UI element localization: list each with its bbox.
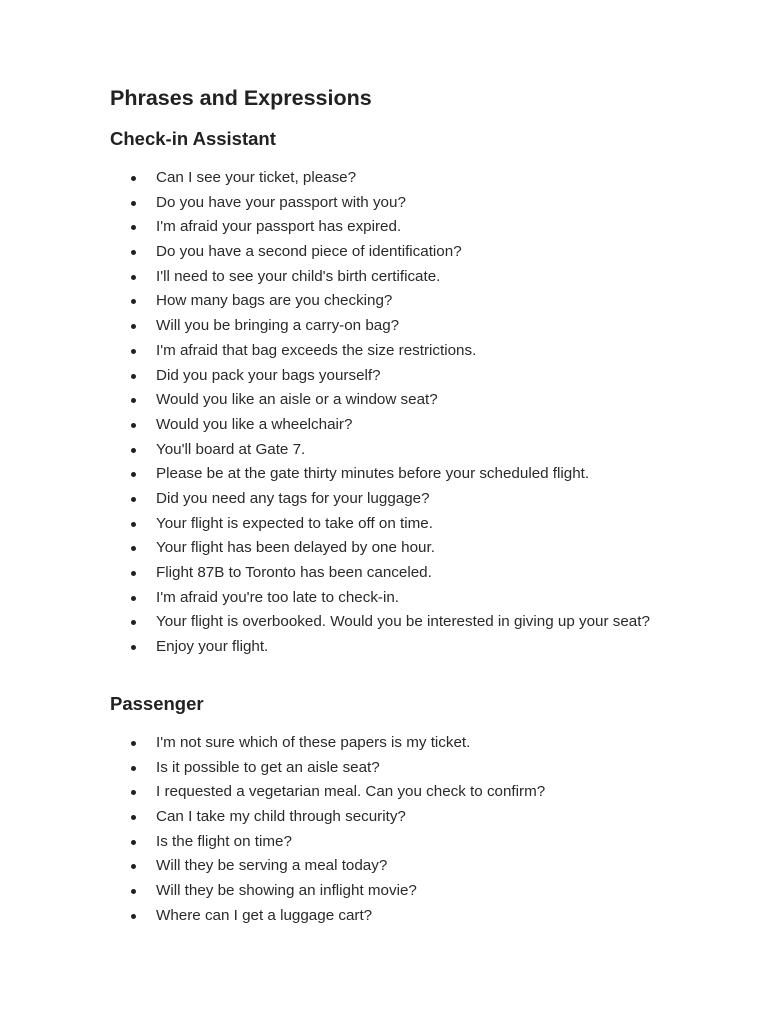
bullet-icon bbox=[131, 645, 136, 650]
list-item: Will they be showing an inflight movie? bbox=[0, 881, 768, 901]
list-item: Flight 87B to Toronto has been canceled. bbox=[0, 563, 768, 583]
bullet-icon bbox=[131, 864, 136, 869]
bullet-icon bbox=[131, 766, 136, 771]
list-item: Please be at the gate thirty minutes before your scheduled flight. bbox=[0, 464, 768, 484]
list-item: Would you like a wheelchair? bbox=[0, 415, 768, 435]
bullet-icon bbox=[131, 349, 136, 354]
list-item: Did you need any tags for your luggage? bbox=[0, 489, 768, 509]
list-item: I'm afraid that bag exceeds the size restrictions. bbox=[0, 341, 768, 361]
list-item: Where can I get a luggage cart? bbox=[0, 906, 768, 926]
list-item: Is it possible to get an aisle seat? bbox=[0, 758, 768, 778]
bullet-icon bbox=[131, 299, 136, 304]
bullet-icon bbox=[131, 250, 136, 255]
list-item: I'm not sure which of these papers is my ticket. bbox=[0, 733, 768, 753]
bullet-icon bbox=[131, 889, 136, 894]
check-in-assistant-list bbox=[0, 168, 768, 662]
bullet-icon bbox=[131, 201, 136, 206]
list-item: Your flight is overbooked. Would you be interested in giving up your seat? bbox=[0, 612, 768, 632]
list-item: Do you have a second piece of identification? bbox=[0, 242, 768, 262]
page-title: Phrases and Expressions bbox=[110, 86, 372, 110]
bullet-icon bbox=[131, 790, 136, 795]
list-item: You'll board at Gate 7. bbox=[0, 440, 768, 460]
bullet-icon bbox=[131, 815, 136, 820]
bullet-icon bbox=[131, 398, 136, 403]
bullet-icon bbox=[131, 448, 136, 453]
list-item: I requested a vegetarian meal. Can you check to confirm? bbox=[0, 782, 768, 802]
list-item: Your flight is expected to take off on time. bbox=[0, 514, 768, 534]
list-item: I'm afraid you're too late to check-in. bbox=[0, 588, 768, 608]
bullet-icon bbox=[131, 472, 136, 477]
bullet-icon bbox=[131, 497, 136, 502]
list-item: How many bags are you checking? bbox=[0, 291, 768, 311]
list-item: Your flight has been delayed by one hour. bbox=[0, 538, 768, 558]
bullet-icon bbox=[131, 596, 136, 601]
list-item: I'll need to see your child's birth certificate. bbox=[0, 267, 768, 287]
bullet-icon bbox=[131, 571, 136, 576]
bullet-icon bbox=[131, 546, 136, 551]
list-item: Will they be serving a meal today? bbox=[0, 856, 768, 876]
list-item: Enjoy your flight. bbox=[0, 637, 768, 657]
bullet-icon bbox=[131, 324, 136, 329]
list-item: I'm afraid your passport has expired. bbox=[0, 217, 768, 237]
bullet-icon bbox=[131, 225, 136, 230]
bullet-icon bbox=[131, 914, 136, 919]
list-item: Will you be bringing a carry-on bag? bbox=[0, 316, 768, 336]
bullet-icon bbox=[131, 620, 136, 625]
bullet-icon bbox=[131, 423, 136, 428]
section-heading-check-in-assistant: Check-in Assistant bbox=[110, 128, 276, 149]
section-heading-passenger: Passenger bbox=[110, 693, 204, 714]
bullet-icon bbox=[131, 374, 136, 379]
bullet-icon bbox=[131, 522, 136, 527]
passenger-list bbox=[0, 733, 768, 931]
list-item: Would you like an aisle or a window seat? bbox=[0, 390, 768, 410]
bullet-icon bbox=[131, 741, 136, 746]
list-item: Is the flight on time? bbox=[0, 832, 768, 852]
list-item: Do you have your passport with you? bbox=[0, 193, 768, 213]
list-item: Can I see your ticket, please? bbox=[0, 168, 768, 188]
bullet-icon bbox=[131, 176, 136, 181]
list-item: Can I take my child through security? bbox=[0, 807, 768, 827]
bullet-icon bbox=[131, 275, 136, 280]
bullet-icon bbox=[131, 840, 136, 845]
list-item: Did you pack your bags yourself? bbox=[0, 366, 768, 386]
